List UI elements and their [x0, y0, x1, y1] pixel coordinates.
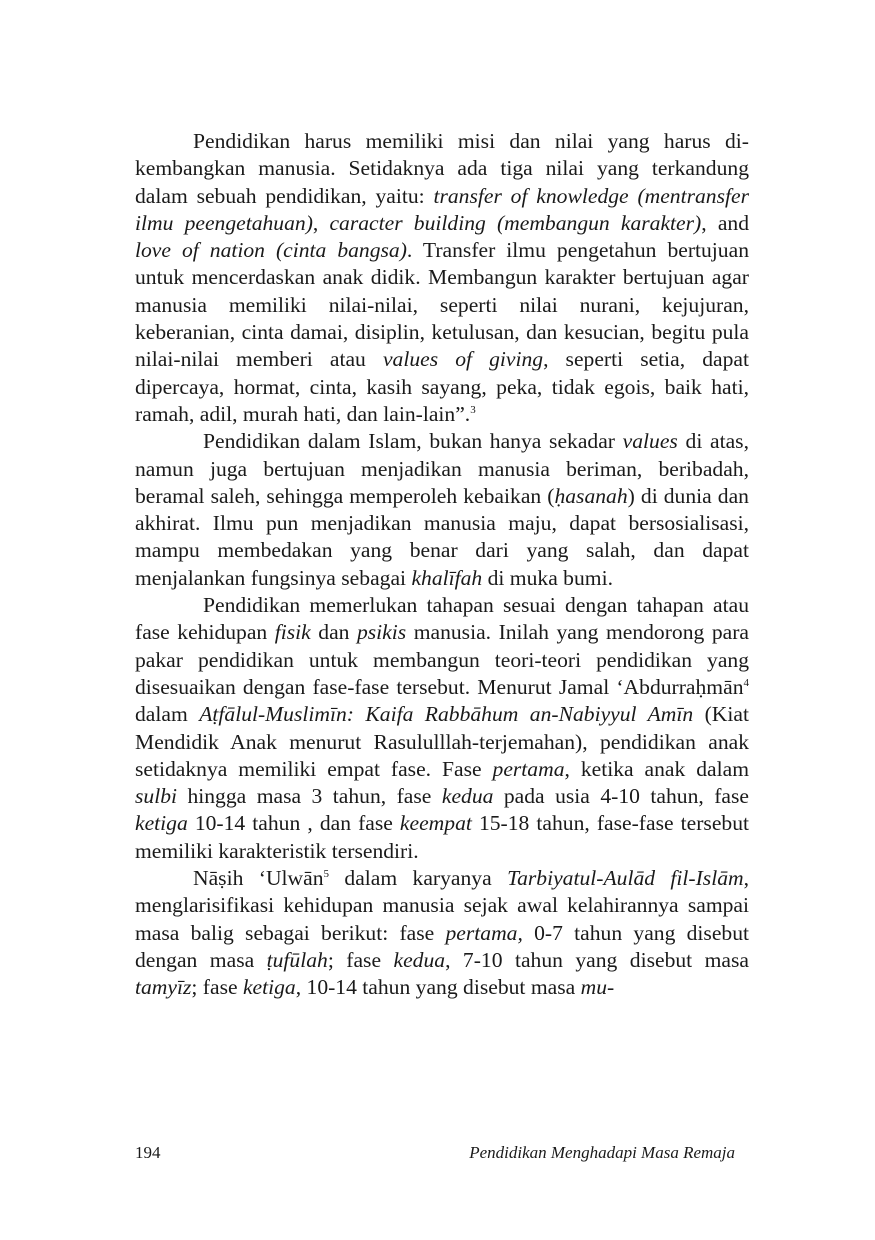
italic-term: values — [622, 429, 678, 454]
italic-term: fisik — [274, 620, 311, 645]
paragraph-3 — [135, 592, 749, 865]
text-run: pada usia 4-10 tahun, fase — [493, 784, 749, 809]
text-run: manusia. Inilah yang mendorong para pakar pendidikan untuk membangun teori-teori pendidikan yang disesuaikan dengan fase-fase tersebut. Menurut Jamal ‘Abdurraḥmān — [135, 620, 749, 699]
italic-term: caracter building (membangun karakter) — [329, 210, 702, 235]
text-run: , menglarisifikasi kehidupan manusia sejak awal kelahirannya sampai masa balig sebagai berikut: fase — [135, 866, 750, 945]
text-run: dalam — [135, 702, 200, 727]
text-run: dalam karyanya — [329, 866, 508, 891]
text-run: dan — [310, 620, 357, 645]
italic-term: psikis — [356, 620, 407, 645]
italic-term: keempat — [399, 811, 472, 836]
text-run: , seperti setia, dapat dipercaya, hormat, cinta, kasih sayang, peka, tidak egois, baik hati, ramah, adil, murah hati, dan lain-lain”. — [135, 347, 750, 426]
italic-term: khalīfah — [411, 565, 483, 590]
italic-term: ketiga — [242, 975, 296, 1000]
text-run: 10-14 tahun , dan fase — [187, 811, 400, 836]
text-run: , and — [701, 210, 749, 235]
paragraph-4 — [135, 865, 749, 1001]
text-run: (Kiat Mendidik Anak menurut Rasululllah-terjemahan), pendidikan anak setidaknya memiliki empat fase. Fase — [135, 702, 749, 781]
italic-term: Aṭfālul-Muslimīn: Kaifa Rabbāhum an-Nabiyyul Amīn — [199, 702, 694, 727]
footnote-ref: 4 — [743, 676, 749, 689]
text-run: , 10-14 tahun yang disebut masa — [295, 975, 581, 1000]
italic-term: kedua — [393, 947, 446, 972]
paragraph-1 — [135, 128, 749, 428]
text-run: di atas, namun juga bertujuan menjadikan manusia beriman, beribadah, beramal saleh, sehingga memperoleh kebaikan ( — [135, 429, 749, 508]
paragraph-2 — [135, 428, 749, 592]
text-run: di muka bumi. — [482, 565, 613, 590]
text-run: 0-7 tahun yang disebut dengan masa — [135, 920, 749, 972]
italic-term: mu- — [580, 975, 615, 1000]
italic-term: transfer of knowledge (mentransfer ilmu peengetahuan) — [135, 183, 749, 235]
italic-term: kedua — [441, 784, 494, 809]
footnote-ref: 3 — [470, 403, 476, 416]
footnote-ref: 5 — [323, 867, 330, 880]
text-run: , 7-10 tahun yang disebut masa — [445, 947, 749, 972]
page-number: 194 — [135, 1143, 161, 1162]
body-text — [135, 128, 749, 1002]
italic-term: values of giving — [382, 347, 544, 372]
text-run: , — [312, 210, 330, 235]
text-run: ) di dunia dan akhirat. Ilmu pun menjadikan manusia maju, dapat bersosialisasi, mampu membedakan yang benar dari yang salah, dan dapat menjalankan fungsinya sebagai — [135, 483, 749, 590]
text-run: hingga masa 3 tahun, fase — [177, 784, 442, 809]
italic-term: sulbi — [135, 784, 177, 809]
italic-term: pertama — [492, 756, 565, 781]
text-run: , ketika anak dalam — [564, 756, 749, 781]
italic-term: pertama, — [445, 920, 523, 945]
text-run: Nāṣih ‘Ulwān — [193, 866, 324, 891]
text-run: ; fase — [327, 947, 394, 972]
italic-term: ḥasanah — [554, 483, 628, 508]
italic-term: Tarbiyatul-Aulād fil-Islām — [507, 866, 744, 891]
text-run: Pendidikan memerlukan tahapan sesuai dengan tahapan atau fase kehidupan — [135, 593, 749, 645]
text-run: Pendidikan harus memiliki misi dan nilai yang harus dikembangkan manusia. Setidaknya ada tiga nilai yang terkandung dalam sebuah pendidikan, yaitu: — [135, 129, 749, 208]
text-run: Pendidikan dalam Islam, bukan hanya sekadar — [203, 429, 623, 454]
italic-term: tamyīz — [135, 975, 192, 1000]
text-run: 15-18 tahun, fase-fase tersebut memiliki karakteristik tersendiri. — [135, 811, 749, 863]
italic-term: love of nation (cinta bangsa) — [135, 238, 407, 263]
italic-term: ṭufūlah — [266, 947, 328, 972]
text-run: . Transfer ilmu pengetahun bertujuan untuk mencerdaskan anak didik. Membangun karakter bertujuan agar manusia memiliki nilai-nilai, seperti nilai nurani, kejujuran, keberanian, cinta damai, disiplin, ketulusan, dan kesucian, begitu pula nilai-nilai memberi atau — [135, 238, 749, 372]
text-run: ; fase — [191, 975, 243, 1000]
running-title: Pendidikan Menghadapi Masa Remaja — [469, 1143, 735, 1162]
italic-term: ketiga — [135, 811, 188, 836]
page-footer — [135, 1143, 735, 1163]
